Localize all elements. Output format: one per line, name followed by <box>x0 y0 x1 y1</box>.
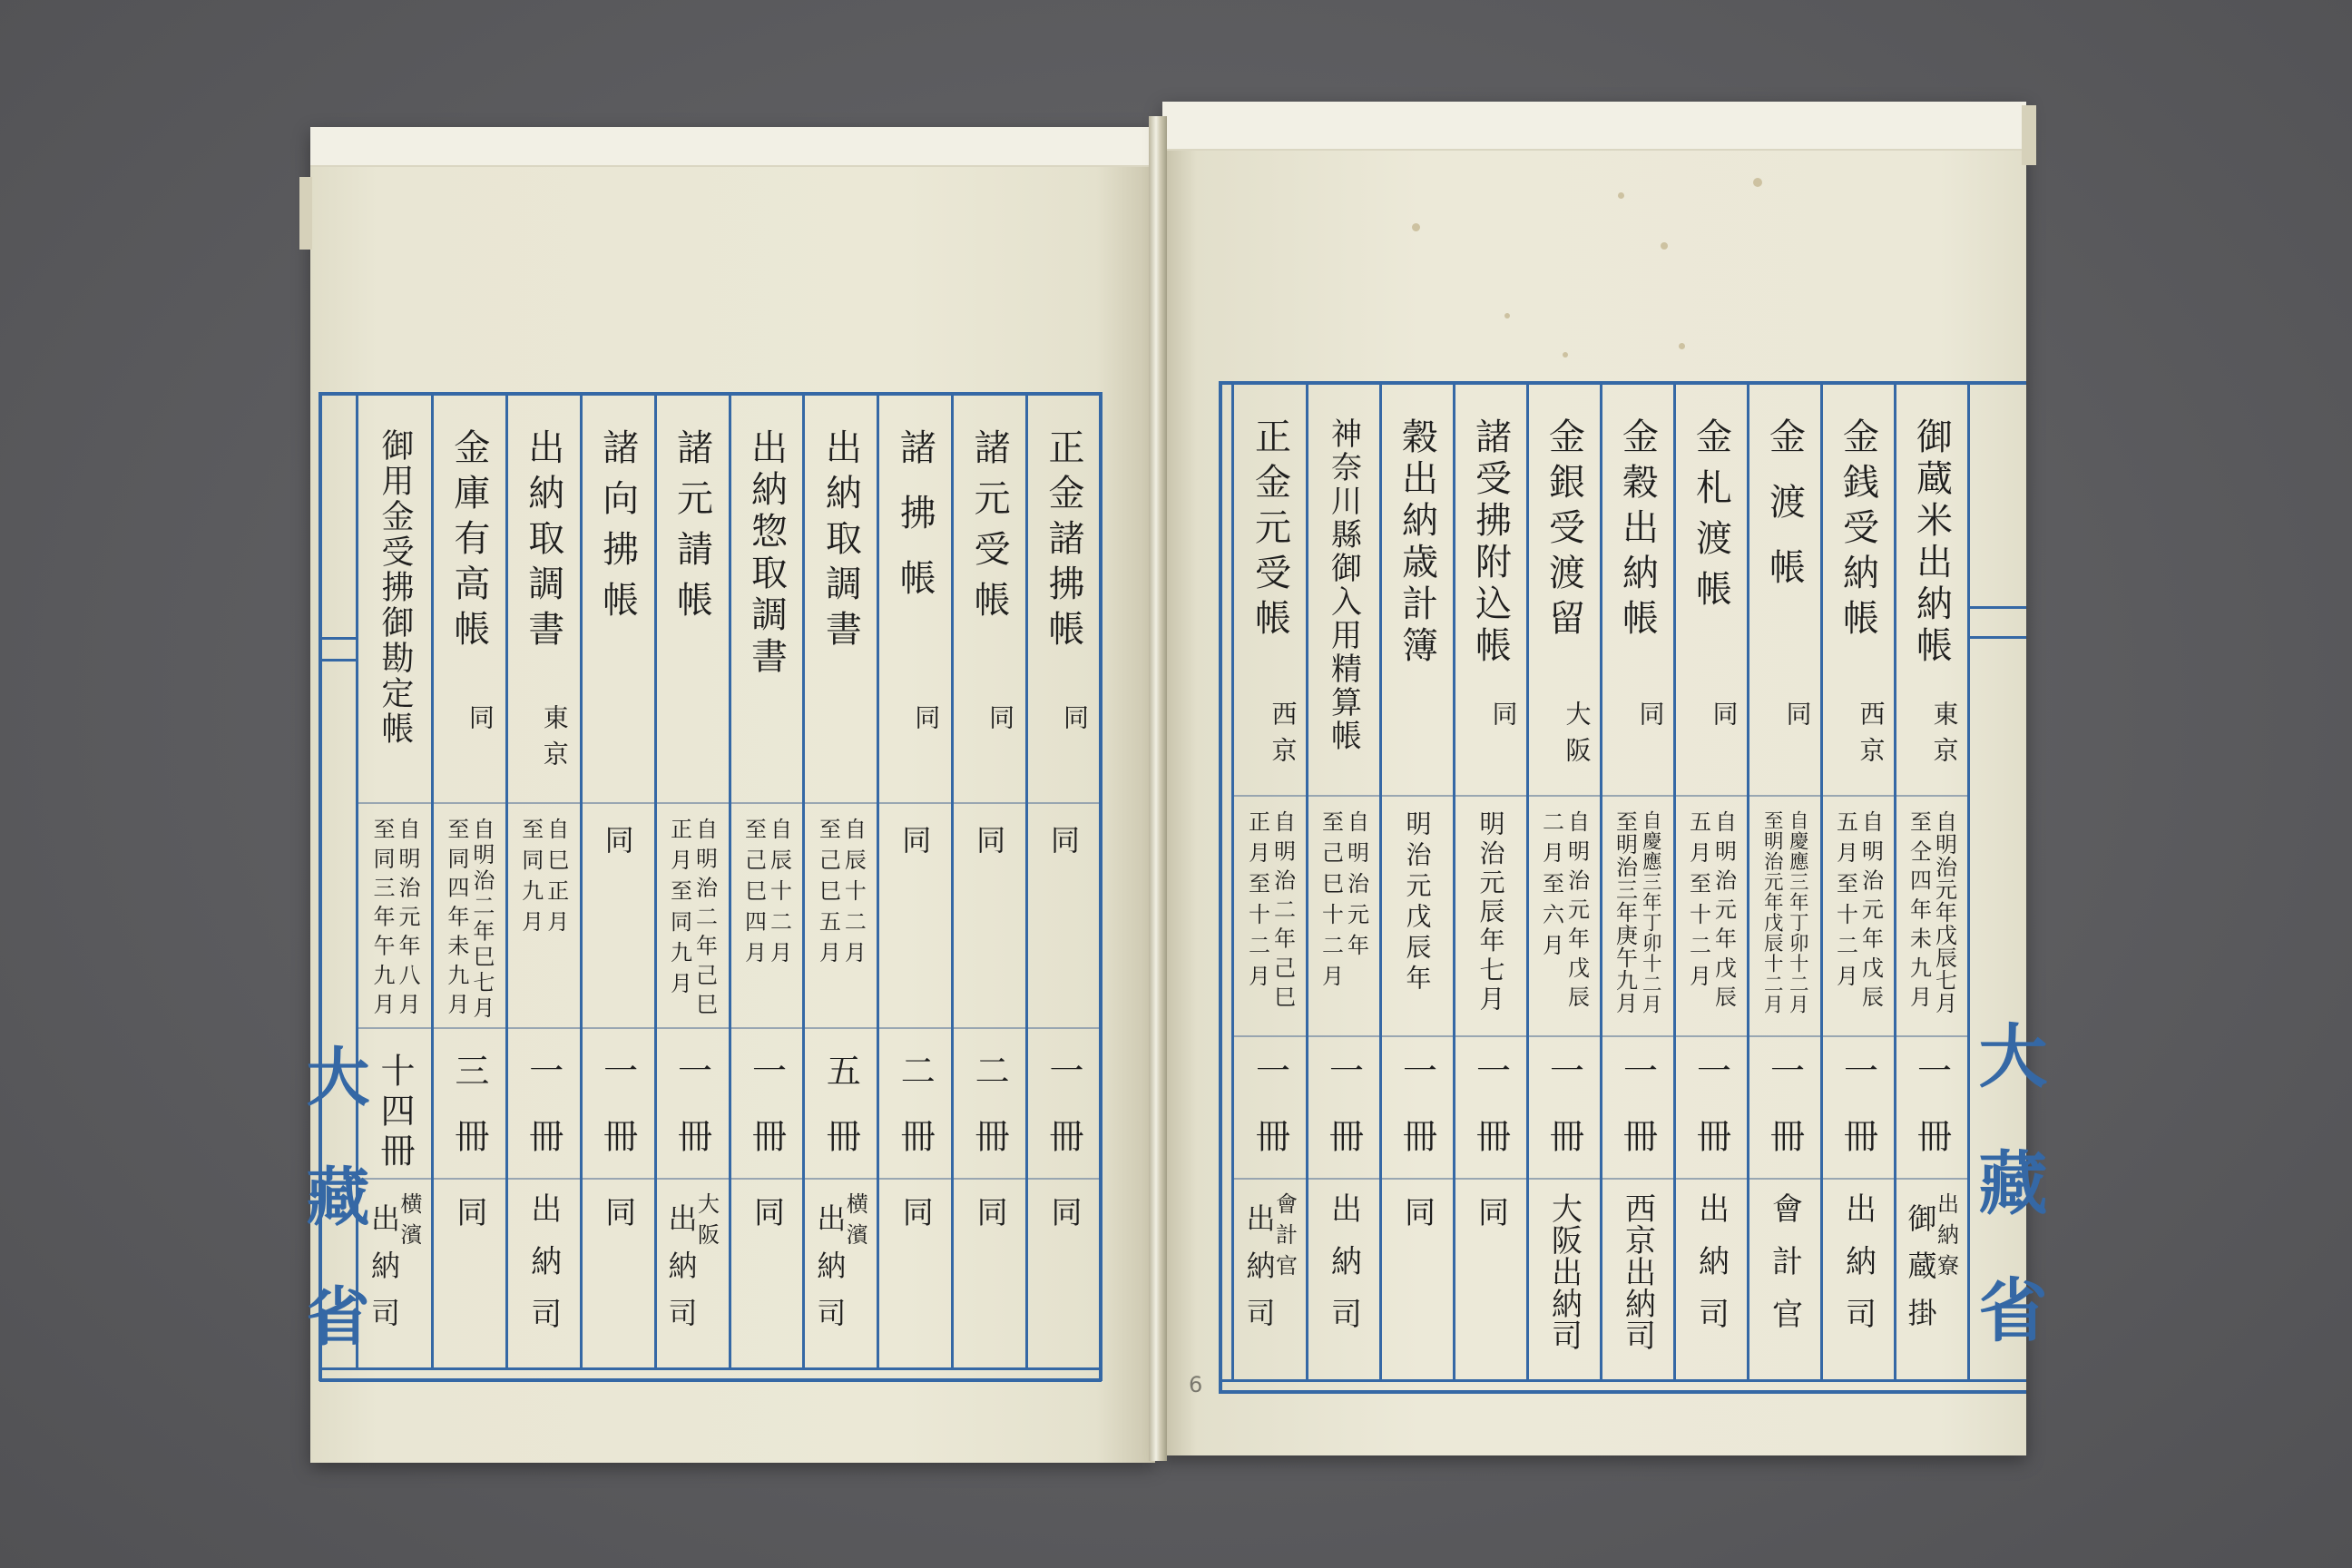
ledger-period-line: 正月至十二月 <box>1244 810 1270 995</box>
ledger-period: 明治元辰年七月 <box>1475 810 1506 1014</box>
ledger-location: 西京 <box>1856 701 1886 773</box>
ledger-title: 諸拂帳 <box>894 428 936 624</box>
ledger-period-line: 自慶應三年丁卯十二月 <box>1786 810 1809 1014</box>
column-divider <box>1673 383 1676 1380</box>
ledger-period-line: 至同三年午九月 <box>368 818 395 1022</box>
ledger-volumes: 三冊 <box>448 1053 489 1183</box>
ledger-volumes: 一冊 <box>597 1053 638 1183</box>
ledger-period-line: 至己巳四月 <box>740 818 767 972</box>
ledger-location: 大阪 <box>1562 701 1592 773</box>
ledger-title: 穀出納歳計簿 <box>1396 417 1438 668</box>
column-divider <box>951 394 954 1369</box>
column-divider <box>729 394 731 1369</box>
ledger-office: 出納司 <box>366 1203 401 1345</box>
ledger-title: 諸元受帳 <box>968 428 1011 632</box>
column-divider <box>1025 394 1028 1369</box>
column-divider <box>1379 383 1382 1380</box>
ledger-title: 金穀出納帳 <box>1616 417 1659 644</box>
ledger-period-line: 二月至六月 <box>1538 810 1564 965</box>
ledger-office-sub: 横濱 <box>396 1192 422 1254</box>
ledger-volumes: 一冊 <box>746 1053 787 1183</box>
column-divider <box>1453 383 1455 1380</box>
ledger-volumes: 一冊 <box>523 1053 564 1183</box>
ledger-volumes: 一冊 <box>1044 1053 1084 1183</box>
ledger-title: 諸向拂帳 <box>596 428 639 632</box>
ledger-volumes: 一冊 <box>1323 1053 1364 1183</box>
page-number: 6 <box>1189 1372 1203 1397</box>
column-divider <box>1600 383 1602 1380</box>
ledger-volumes: 一冊 <box>1250 1053 1290 1183</box>
ledger-volumes: 一冊 <box>1617 1053 1658 1183</box>
ledger-location: 東京 <box>539 704 570 777</box>
ledger-location: 同 <box>1060 704 1091 740</box>
ledger-office-sub: 横濱 <box>842 1192 868 1254</box>
column-divider <box>802 394 805 1369</box>
ledger-period-line: 自辰十二月 <box>766 818 792 972</box>
ledger-location: 同 <box>1488 701 1519 737</box>
ledger-title: 正金元受帳 <box>1249 417 1291 644</box>
ledger-title: 正金諸拂帳 <box>1043 428 1085 655</box>
ledger-title: 金渡帳 <box>1763 417 1806 613</box>
ledger-office: 同 <box>1398 1196 1436 1232</box>
left-page-margin-clip <box>296 127 1155 1463</box>
ledger-period-line: 自明治元年八月 <box>394 818 420 1022</box>
ledger-period-line: 自明治二年己巳 <box>691 818 718 1022</box>
ledger-period-line: 自明治二年己巳 <box>1269 810 1296 1014</box>
ledger-period-line: 至同四年未九月 <box>443 818 469 1022</box>
ledger-volumes: 一冊 <box>1838 1053 1878 1183</box>
ledger-office: 出納司 <box>1839 1192 1877 1350</box>
ledger-period-line: 至明治三年庚午九月 <box>1612 810 1638 1014</box>
ledger-period-line: 至己巳十二月 <box>1318 810 1344 995</box>
ledger-title: 御用金受拂御勘定帳 <box>376 428 414 747</box>
column-divider <box>505 394 508 1369</box>
ledger-title: 諸元請帳 <box>671 428 713 632</box>
ledger-office: 出納司 <box>1325 1192 1362 1350</box>
ledger-period-line: 自明治元年戊辰七月 <box>1931 810 1957 1014</box>
ledger-office: 出納司 <box>812 1203 848 1345</box>
ledger-volumes: 一冊 <box>671 1053 712 1183</box>
column-divider <box>431 394 434 1369</box>
ledger-period: 同 <box>972 825 1007 854</box>
ledger-volumes: 一冊 <box>1911 1053 1952 1183</box>
column-divider <box>877 394 879 1369</box>
ledger-office: 出納司 <box>663 1203 699 1345</box>
ledger-volumes: 一冊 <box>1690 1053 1731 1183</box>
ledger-period-line: 至明治元年戊辰十二月 <box>1760 810 1784 1014</box>
ledger-office: 同 <box>450 1196 487 1232</box>
ledger-volumes: 一冊 <box>1544 1053 1584 1183</box>
ledger-office: 同 <box>971 1196 1008 1232</box>
ledger-period-line: 自明治元年 <box>1343 810 1369 965</box>
ledger-office: 同 <box>599 1196 636 1232</box>
ledger-office-sub: 會計官 <box>1271 1192 1298 1285</box>
ledger-period: 明治元戊辰年 <box>1402 810 1433 995</box>
ledger-period-line: 正月至同九月 <box>666 818 692 1003</box>
ledger-title: 出納取調書 <box>522 428 564 655</box>
ledger-office: 同 <box>748 1196 785 1232</box>
ledger-period-line: 至己巳五月 <box>815 818 841 972</box>
ledger-title: 金札渡帳 <box>1690 417 1732 621</box>
ledger-period-line: 自辰十二月 <box>840 818 867 972</box>
ledger-period-line: 五月至十二月 <box>1685 810 1711 995</box>
ledger-title: 神奈川縣御入用精算帳 <box>1325 417 1362 753</box>
ledger-location: 西京 <box>1268 701 1298 773</box>
column-divider <box>1894 383 1896 1380</box>
column-divider <box>580 394 583 1369</box>
ledger-period-line: 自明治元年戊辰 <box>1857 810 1884 1014</box>
ledger-period-line: 至仝四年未九月 <box>1906 810 1932 1014</box>
ledger-title: 御蔵米出納帳 <box>1910 417 1953 668</box>
ledger-title: 出納惣取調書 <box>745 428 788 679</box>
ledger-location: 同 <box>465 704 495 740</box>
ledger-period-line: 自明治元年戊辰 <box>1563 810 1590 1014</box>
ledger-period-line: 自慶應三年丁卯十二月 <box>1639 810 1662 1014</box>
ledger-office-sub: 出納寮 <box>1933 1192 1959 1285</box>
left-margin-label: 大藏省 <box>296 1044 371 1403</box>
ledger-period-line: 自巳正月 <box>543 818 569 941</box>
ledger-period: 同 <box>1046 825 1082 854</box>
ledger-office: 西京出納司 <box>1619 1192 1656 1351</box>
ledger-location: 同 <box>911 704 942 740</box>
ledger-period-line: 五月至十二月 <box>1832 810 1858 995</box>
ledger-office-sub: 大阪 <box>693 1192 720 1254</box>
ledger-title: 金庫有高帳 <box>447 428 490 655</box>
ledger-location: 同 <box>1635 701 1666 737</box>
ledger-office: 同 <box>1472 1196 1509 1232</box>
ledger-volumes: 二冊 <box>969 1053 1010 1183</box>
ledger-volumes: 一冊 <box>1470 1053 1511 1183</box>
right-margin-label: 大藏省 <box>1967 1020 2048 1401</box>
ledger-period: 同 <box>600 825 635 854</box>
ledger-period-line: 自明治二年巳七月 <box>468 818 495 1022</box>
ledger-office: 出納司 <box>1692 1192 1730 1350</box>
ledger-office: 同 <box>1045 1196 1083 1232</box>
ledger-office: 出納司 <box>524 1192 562 1350</box>
ledger-period-line: 自明治元年戊辰 <box>1710 810 1737 1014</box>
ledger-location: 東京 <box>1929 701 1960 773</box>
ledger-title: 出納取調書 <box>819 428 862 655</box>
ledger-volumes: 一冊 <box>1764 1053 1805 1183</box>
ledger-office: 御蔵掛 <box>1903 1203 1938 1345</box>
ledger-location: 同 <box>1709 701 1740 737</box>
ledger-office: 會計官 <box>1766 1192 1803 1350</box>
column-divider <box>1747 383 1749 1380</box>
ledger-title: 諸受拂附込帳 <box>1469 417 1512 668</box>
ledger-volumes: 一冊 <box>1396 1053 1437 1183</box>
ledger-office: 大阪出納司 <box>1545 1192 1583 1351</box>
ledger-location: 同 <box>1782 701 1813 737</box>
ledger-title: 金銀受渡留 <box>1543 417 1585 644</box>
ledger-volumes: 十四冊 <box>374 1053 415 1172</box>
ledger-period-line: 至同九月 <box>517 818 544 941</box>
ledger-volumes: 五冊 <box>820 1053 861 1183</box>
column-divider <box>1526 383 1529 1380</box>
ledger-title: 金銭受納帳 <box>1837 417 1879 644</box>
ledger-volumes: 二冊 <box>895 1053 936 1183</box>
column-divider <box>1820 383 1823 1380</box>
ledger-location: 同 <box>985 704 1016 740</box>
ledger-office: 出納司 <box>1241 1203 1277 1345</box>
column-divider <box>654 394 657 1369</box>
ledger-period: 同 <box>897 825 933 854</box>
ledger-office: 同 <box>897 1196 934 1232</box>
column-divider <box>1306 383 1308 1380</box>
